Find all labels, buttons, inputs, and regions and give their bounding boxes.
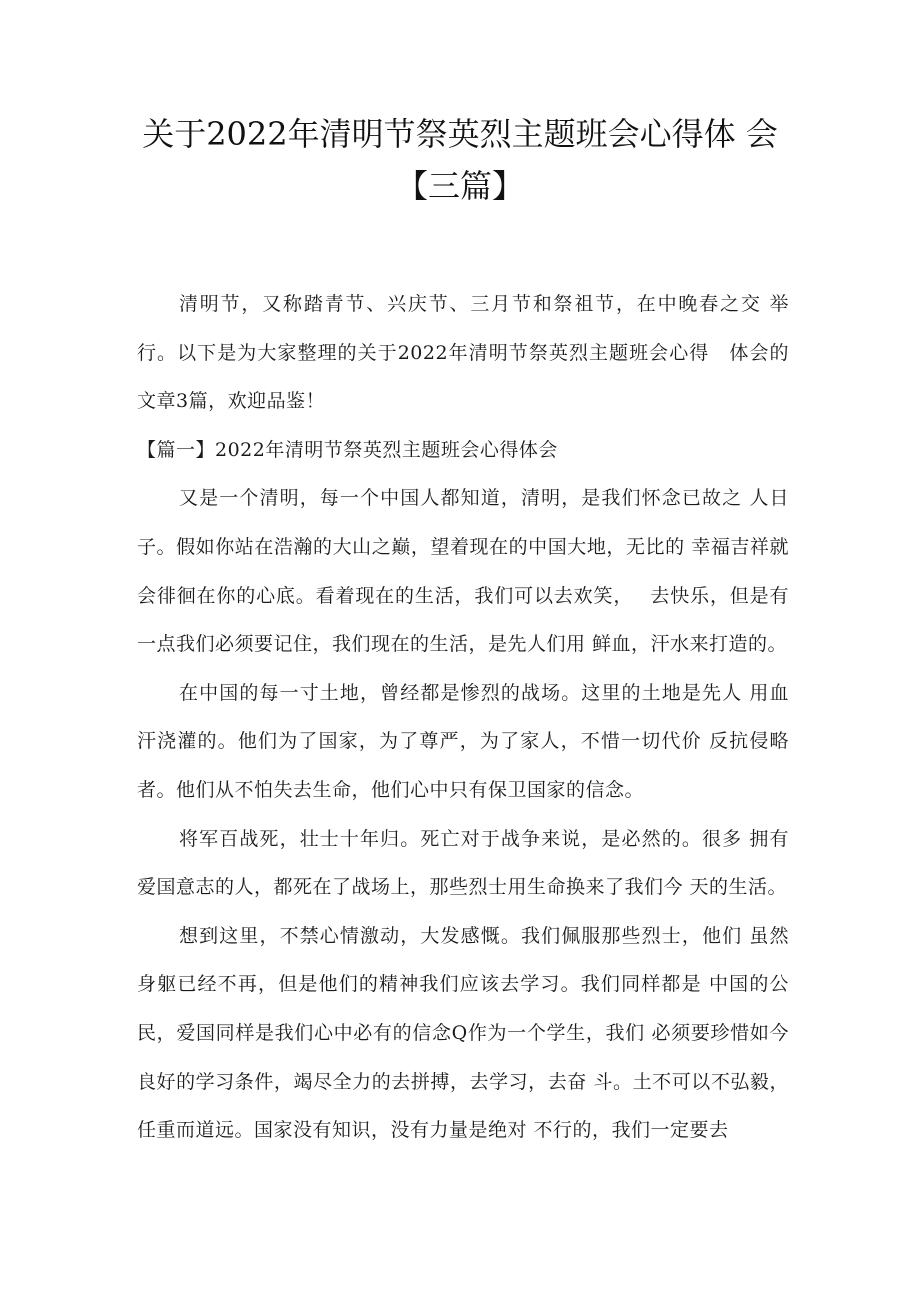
document-body bbox=[137, 280, 789, 1155]
body-paragraph: 想到这里，不禁心情激动，大发感慨。我们佩服那些烈士，他们 虽然身躯已经不再，但是他们的精神我们应该去学习。我们同样都是 中国的公民，爱国同样是我们心中必有的信念Q作为一个学生，我们 必须要珍惜如今良好的学习条件，竭尽全力的去拼搏，去学习，去奋 斗。土不可以不弘毅，任重而道远。国家没有知识，没有力量是绝对 不行的，我们一定要去 bbox=[137, 924, 789, 1142]
title-line-1: 关于2022年清明节祭英烈主题班会心得体 会 bbox=[142, 115, 778, 153]
intro-paragraph: 清明节，又称踏青节、兴庆节、三月节和祭祖节，在中晚春之交 举行。以下是为大家整理的关于2022年清明节祭英烈主题班会心得 体会的文章3篇，欢迎品鉴！ bbox=[137, 293, 789, 413]
document-title bbox=[120, 108, 800, 212]
body-paragraph: 在中国的每一寸土地，曾经都是惨烈的战场。这里的土地是先人 用血汗浇灌的。他们为了国家，为了尊严，为了家人，不惜一切代价 反抗侵略者。他们从不怕失去生命，他们心中只有保卫国家的信念。 bbox=[137, 681, 789, 801]
title-line-2: 【三篇】 bbox=[395, 167, 524, 205]
body-paragraph: 将军百战死，壮士十年归。死亡对于战争来说，是必然的。很多 拥有爱国意志的人，都死在了战场上，那些烈士用生命换来了我们今 天的生活。 bbox=[137, 827, 789, 899]
body-paragraph: 又是一个清明，每一个中国人都知道，清明，是我们怀念已故之 人日子。假如你站在浩瀚的大山之巅，望着现在的中国大地，无比的 幸福吉祥就会徘徊在你的心底。看着现在的生活，我们可以去欢笑， 去快乐，但是有一点我们必须要记住，我们现在的生活，是先人们用 鲜血，汗水来打造的。 bbox=[137, 487, 789, 656]
section-heading: 【篇一】2022年清明节祭英烈主题班会心得体会 bbox=[137, 438, 558, 461]
